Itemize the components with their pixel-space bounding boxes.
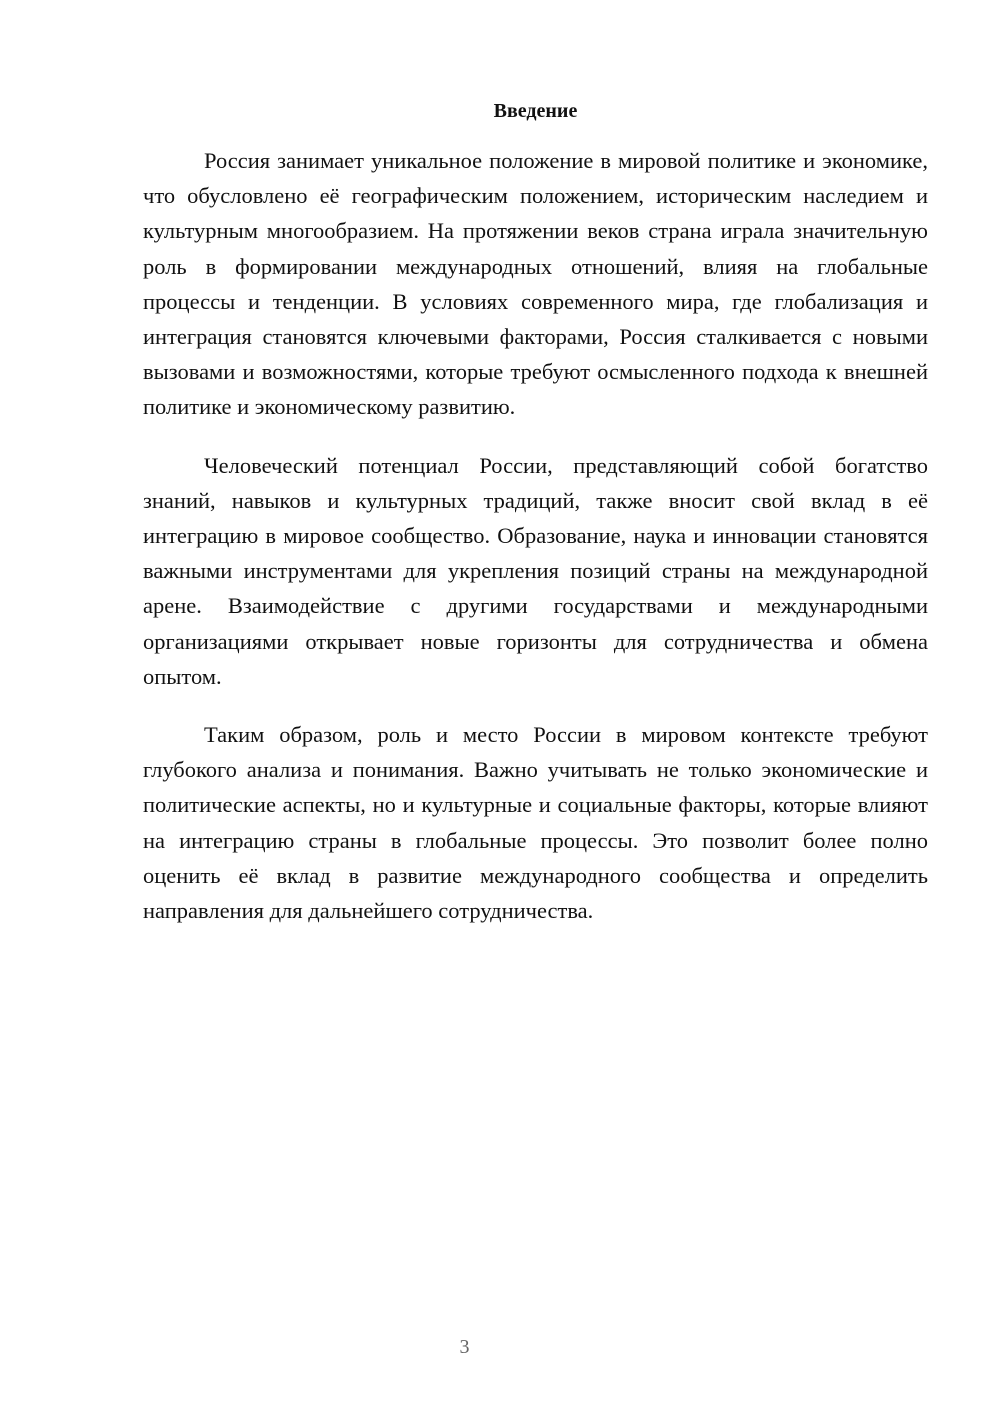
body-text — [143, 143, 928, 951]
paragraph-1: Россия занимает уникальное положение в мировой политике и экономике, что обусловлено её географическим положением, историческим наследием и культурным многообразием. На протяжении веков страна играла значительную роль в формировании международных отношений, влияя на глобальные процессы и тенденции. В условиях современного мира, где глобализация и интеграция становятся ключевыми факторами, Россия сталкивается с новыми вызовами и возможностями, которые требуют осмысленного подхода к внешней политике и экономическому развитию. — [143, 148, 928, 420]
page-title: Введение — [493, 100, 578, 122]
page-number: 3 — [459, 1336, 470, 1358]
paragraph-3: Таким образом, роль и место России в мировом контексте требуют глубокого анализа и понимания. Важно учитывать не только экономические и политические аспекты, но и культурные и социальные факторы, которые влияют на интеграцию страны в глобальные процессы. Это позволит более полно оценить её вклад в развитие международного сообщества и определить направления для дальнейшего сотрудничества. — [143, 722, 928, 924]
paragraph-2: Человеческий потенциал России, представляющий собой богатство знаний, навыков и культурных традиций, также вносит свой вклад в её интеграцию в мировое сообщество. Образование, наука и инновации становятся важными инструментами для укрепления позиций страны на международной арене. Взаимодействие с другими государствами и международными организациями открывает новые горизонты для сотрудничества и обмена опытом. — [143, 452, 928, 689]
